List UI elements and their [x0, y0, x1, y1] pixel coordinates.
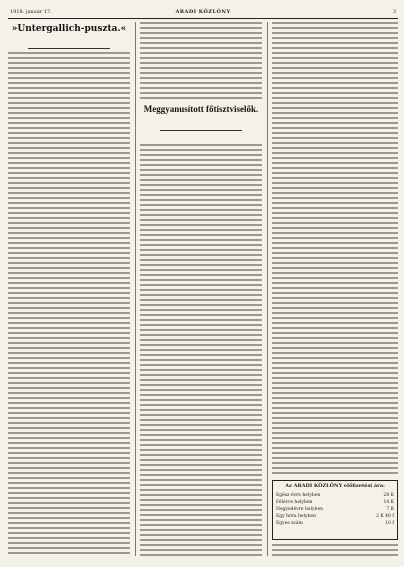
body-text-placeholder — [140, 144, 262, 556]
price-row — [276, 492, 394, 499]
price-label: Egy hóra helyben — [276, 514, 316, 519]
price-row — [276, 513, 394, 520]
price-label: Egyes szám — [276, 521, 303, 526]
price-row — [276, 520, 394, 527]
page-number: 3 — [392, 9, 396, 15]
column-2 — [140, 22, 262, 556]
article-headline: Meggyanusított főtisztviselők. — [143, 104, 259, 114]
column-3 — [272, 22, 398, 556]
subscription-price-box — [272, 480, 398, 540]
price-value: 2 K 40 f — [376, 514, 394, 519]
newspaper-title: ARADI KÖZLÖNY — [175, 9, 231, 15]
newspaper-page — [8, 6, 398, 561]
price-label: Negyedévre helyben — [276, 507, 324, 512]
column-divider — [135, 22, 136, 556]
running-header — [8, 6, 398, 19]
price-value: 10 f — [385, 521, 394, 526]
price-label: Félévre helyben — [276, 500, 313, 505]
price-value: 14 K — [383, 500, 394, 505]
body-text-placeholder — [140, 22, 262, 100]
column-1 — [8, 22, 130, 556]
body-text-placeholder — [272, 22, 398, 474]
price-row — [276, 506, 394, 513]
price-row — [276, 499, 394, 506]
price-value: 7 K — [386, 507, 394, 512]
price-label: Egész évre helyben — [276, 493, 321, 498]
price-box-title: Az ARADI KÖZLÖNY előfizetési ára: — [285, 483, 385, 489]
body-text-placeholder — [272, 544, 398, 556]
price-value: 28 K — [383, 493, 394, 498]
body-text-placeholder — [8, 52, 130, 556]
article-headline: »Untergallich-puszta.« — [11, 24, 127, 34]
headline-rule — [28, 48, 110, 49]
column-divider — [267, 22, 268, 556]
issue-date: 1918. január 17. — [10, 9, 52, 15]
price-table — [276, 492, 394, 527]
headline-rule — [160, 130, 242, 131]
